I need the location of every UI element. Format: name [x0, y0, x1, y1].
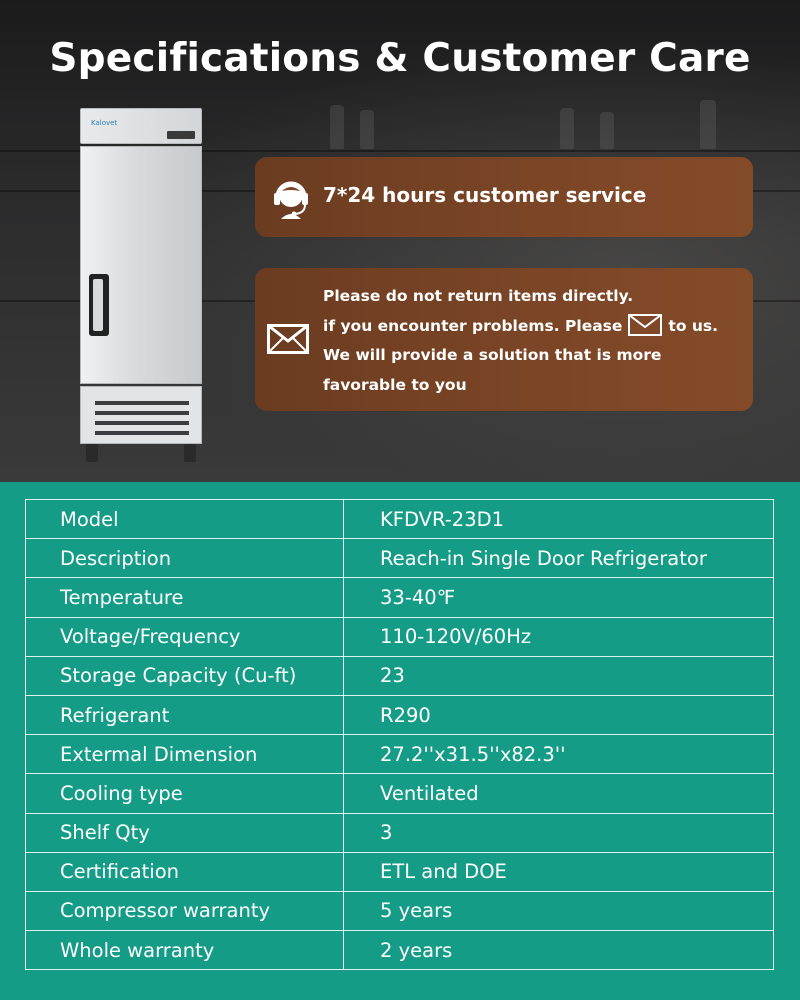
spec-value: 27.2''x31.5''x82.3'' — [344, 735, 774, 774]
fridge-vent-panel — [80, 386, 202, 444]
customer-service-text: 7*24 hours customer service — [323, 183, 647, 207]
spec-label: Model — [26, 500, 344, 539]
background-bottle — [560, 108, 574, 149]
table-row — [26, 695, 774, 734]
specifications-section — [0, 482, 800, 1000]
spec-label: Whole warranty — [26, 931, 344, 970]
spec-label: Cooling type — [26, 774, 344, 813]
table-row — [26, 735, 774, 774]
spec-label: Description — [26, 539, 344, 578]
fridge-handle — [89, 274, 109, 336]
vent-slat — [95, 421, 189, 425]
spec-label: Extermal Dimension — [26, 735, 344, 774]
spec-label: Certification — [26, 852, 344, 891]
spec-label: Compressor warranty — [26, 891, 344, 930]
spec-value: 33-40℉ — [344, 578, 774, 617]
fridge-display — [167, 131, 195, 139]
specifications-table — [25, 499, 774, 970]
spec-value: KFDVR-23D1 — [344, 500, 774, 539]
caster-wheel — [184, 444, 196, 462]
spec-value: 5 years — [344, 891, 774, 930]
returns-line-3: We will provide a solution that is more — [323, 346, 662, 364]
table-row — [26, 500, 774, 539]
returns-line-1: Please do not return items directly. — [323, 287, 634, 305]
fridge-door — [80, 146, 202, 384]
spec-value: 2 years — [344, 931, 774, 970]
returns-line-4: favorable to you — [323, 375, 467, 394]
table-row — [26, 578, 774, 617]
spec-value: ETL and DOE — [344, 852, 774, 891]
headset-icon — [269, 175, 313, 219]
spec-label: Temperature — [26, 578, 344, 617]
spec-value: Reach-in Single Door Refrigerator — [344, 539, 774, 578]
hero-section — [0, 0, 800, 482]
table-row — [26, 539, 774, 578]
vent-slat — [95, 401, 189, 405]
refrigerator-image — [80, 108, 202, 463]
vent-slat — [95, 411, 189, 415]
customer-service-card — [255, 157, 753, 237]
spec-value: 3 — [344, 813, 774, 852]
vent-slat — [95, 431, 189, 435]
spec-label: Storage Capacity (Cu-ft) — [26, 656, 344, 695]
table-row — [26, 852, 774, 891]
background-bottle — [700, 100, 716, 149]
table-row — [26, 813, 774, 852]
returns-line-2 — [323, 312, 743, 342]
table-row — [26, 656, 774, 695]
table-row — [26, 617, 774, 656]
spec-value: 110-120V/60Hz — [344, 617, 774, 656]
spec-label: Refrigerant — [26, 695, 344, 734]
returns-line-2-start: if you encounter problems. Please — [323, 316, 623, 335]
spec-label: Shelf Qty — [26, 813, 344, 852]
brand-logo: Kalovet — [91, 119, 118, 127]
mail-icon — [267, 324, 309, 354]
returns-info-card — [255, 268, 753, 411]
table-row — [26, 774, 774, 813]
table-row — [26, 931, 774, 970]
inline-mail-icon — [628, 314, 662, 336]
spec-label: Voltage/Frequency — [26, 617, 344, 656]
returns-message — [323, 282, 743, 400]
spec-value: R290 — [344, 695, 774, 734]
background-bottle — [600, 112, 614, 149]
background-bottle — [330, 105, 344, 149]
returns-line-2-end: to us. — [668, 316, 719, 335]
spec-value: Ventilated — [344, 774, 774, 813]
spec-value: 23 — [344, 656, 774, 695]
fridge-top-panel — [80, 108, 202, 144]
background-bottle — [360, 110, 374, 149]
caster-wheel — [86, 444, 98, 462]
page-title: Specifications & Customer Care — [49, 36, 751, 81]
table-row — [26, 891, 774, 930]
